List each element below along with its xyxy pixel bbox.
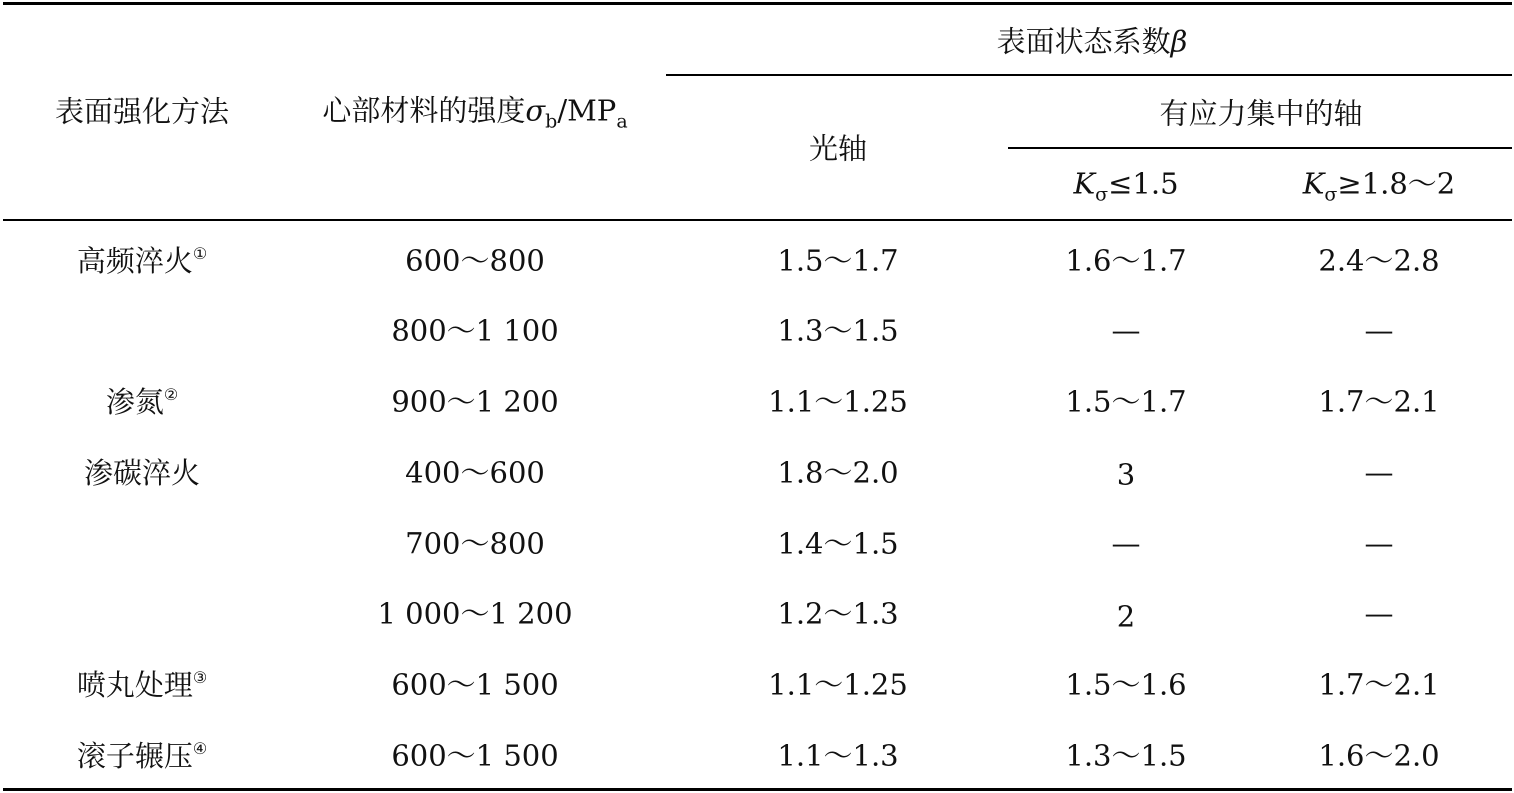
cell-method: 渗氮② xyxy=(105,385,179,419)
cell-k-high: 1.7～2.1 xyxy=(1318,667,1440,702)
sigma-subscript: b xyxy=(545,110,558,133)
cell-k-low: 1.5～1.7 xyxy=(1065,384,1187,419)
cell-strength: 400～600 xyxy=(405,455,545,490)
header-strength xyxy=(322,93,628,133)
cell-method: 渗碳淬火 xyxy=(83,456,201,490)
header-k-high xyxy=(1302,166,1456,206)
top-rule xyxy=(3,2,1512,5)
k-subscript: σ xyxy=(1095,183,1109,206)
bottom-rule xyxy=(3,788,1512,791)
cell-k-low: 1.3～1.5 xyxy=(1065,738,1187,773)
cell-smooth: 1.5～1.7 xyxy=(777,243,899,278)
cell-smooth: 1.3～1.5 xyxy=(777,313,899,348)
cell-k-low: — xyxy=(1111,313,1141,348)
stress-group-rule xyxy=(1008,147,1512,149)
footnote-mark: ① xyxy=(192,244,208,263)
sigma-symbol: σ xyxy=(525,93,546,128)
beta-group-label: 表面状态系数 xyxy=(996,24,1171,59)
cell-smooth: 1.8～2.0 xyxy=(777,455,899,490)
cell-k-high: — xyxy=(1364,455,1394,490)
beta-group-rule xyxy=(666,74,1512,76)
header-beta-group xyxy=(996,24,1188,59)
cell-strength: 1 000～1 200 xyxy=(377,596,573,631)
cell-strength: 600～1 500 xyxy=(391,667,559,702)
cell-k-high: — xyxy=(1364,313,1394,348)
cell-smooth: 1.2～1.3 xyxy=(777,596,899,631)
k-symbol: K xyxy=(1302,166,1325,201)
unit-main: /MP xyxy=(557,93,617,128)
beta-symbol: β xyxy=(1170,24,1188,59)
unit-subscript: a xyxy=(616,110,628,133)
header-k-low xyxy=(1073,166,1179,206)
cell-smooth: 1.1～1.25 xyxy=(768,384,908,419)
cell-k-low: 3 xyxy=(1116,457,1136,492)
cell-k-low: 1.5～1.6 xyxy=(1065,667,1187,702)
cell-k-low: 2 xyxy=(1116,599,1136,634)
cell-method: 滚子辗压④ xyxy=(76,739,208,773)
cell-strength: 800～1 100 xyxy=(391,313,559,348)
cell-k-high: 2.4～2.8 xyxy=(1318,243,1440,278)
cell-strength: 600～1 500 xyxy=(391,738,559,773)
cell-smooth: 1.1～1.3 xyxy=(777,738,899,773)
cell-k-high: 1.7～2.1 xyxy=(1318,384,1440,419)
cell-smooth: 1.4～1.5 xyxy=(777,526,899,561)
cell-method: 高频淬火① xyxy=(76,244,208,278)
footnote-mark: ② xyxy=(163,385,179,404)
cell-k-low: — xyxy=(1111,526,1141,561)
header-method: 表面强化方法 xyxy=(54,94,230,129)
header-stress-conc: 有应力集中的轴 xyxy=(1159,96,1363,131)
cell-k-high: — xyxy=(1364,596,1394,631)
cell-k-high: — xyxy=(1364,526,1394,561)
header-strength-label: 心部材料的强度 xyxy=(322,93,526,128)
cell-k-low: 1.6～1.7 xyxy=(1065,243,1187,278)
footnote-mark: ④ xyxy=(192,739,208,758)
header-smooth-shaft: 光轴 xyxy=(808,131,868,166)
footnote-mark: ③ xyxy=(192,668,208,687)
k-high-range: ≥1.8～2 xyxy=(1337,166,1456,201)
header-bottom-rule xyxy=(3,219,1512,221)
k-symbol: K xyxy=(1073,166,1096,201)
cell-smooth: 1.1～1.25 xyxy=(768,667,908,702)
cell-strength: 700～800 xyxy=(405,526,545,561)
k-subscript: σ xyxy=(1324,183,1338,206)
k-low-range: ≤1.5 xyxy=(1108,166,1179,201)
cell-k-high: 1.6～2.0 xyxy=(1318,738,1440,773)
cell-strength: 600～800 xyxy=(405,243,545,278)
cell-method: 喷丸处理③ xyxy=(76,668,208,702)
cell-strength: 900～1 200 xyxy=(391,384,559,419)
